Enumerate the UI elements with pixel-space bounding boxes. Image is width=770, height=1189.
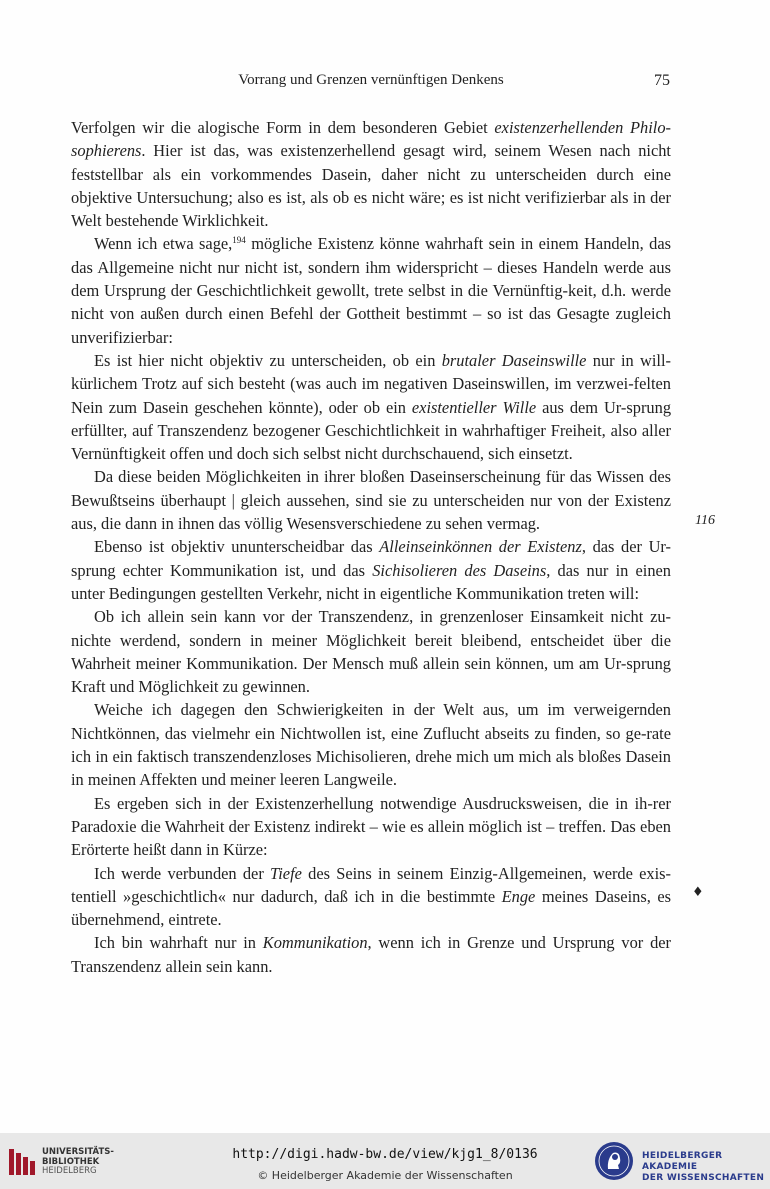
text-run: Ich werde verbunden der	[94, 863, 271, 883]
page-number: 75	[654, 72, 670, 89]
permalink-url[interactable]: http://digi.hadw-bw.de/view/kjg1_8/0136	[232, 1147, 538, 1162]
emphasis: Tiefe	[270, 863, 302, 883]
paragraph-3	[71, 349, 671, 465]
academy-name	[642, 1151, 770, 1184]
text-run: Es ist hier nicht objektiv zu unterscheiden, ob ein	[94, 350, 442, 370]
paragraph-8: Es ergeben sich in der Existenzerhellung notwendige Ausdrucksweisen, die in ih-rer Paradoxie die Wahrheit der Existenz indirekt – wie es allein möglich ist – treffen. Das eben Erörterte heißt dann in Kürze:	[71, 793, 671, 860]
text-run: Wenn ich etwa sage,	[94, 234, 233, 254]
text-run: des Seins in seinem Einzig-Allgemeinen, werde exis-tentiell »geschichtlich« nur dadurch, daß ich in die bestimmte	[71, 863, 671, 906]
text-run: nur in will-kürlichem Trotz auf sich besteht (was auch im negativen Daseinswillen, im verzwei-felten Nein zum Dasein geschehen könnte), oder ob ein	[71, 350, 671, 417]
text-run: , wenn ich in Grenze und Ursprung vor der Transzendenz allein sein kann.	[71, 933, 671, 976]
text-run: Ich bin wahrhaft nur in	[94, 933, 263, 953]
text-run: meines Daseins, es übernehmend, eintrete.	[71, 886, 671, 930]
emphasis: Alleinseinkönnen der Existenz	[379, 537, 582, 557]
footer-bar	[0, 1133, 770, 1189]
logo-line: HEIDELBERG	[42, 1166, 97, 1176]
text-run: aus dem Ur-sprung erfüllter, auf Transzendenz bezogener Geschichtlichkeit in wahrhaftiger Freiheit, also aller Vernünftigkeit offen und doch sich selbst nicht durchschauend, sich einsetzt.	[71, 397, 672, 464]
logo-line: HEIDELBERGER AKADEMIE	[642, 1151, 723, 1172]
text-run: , das nur in einen unter Bedingungen gestellten Verkehr, nicht in eigentliche Kommunikation treten will:	[71, 560, 671, 603]
paragraph-9	[71, 862, 671, 932]
emphasis: Kommunikation	[262, 933, 368, 953]
text-run: Verfolgen wir die alogische Form in dem besonderen Gebiet	[71, 118, 495, 137]
copyright-notice: © Heidelberger Akademie der Wissenschaften	[257, 1169, 513, 1182]
margin-page-reference: 116	[695, 513, 715, 528]
text-run: Ebenso ist objektiv ununterscheidbar das	[94, 537, 380, 557]
text-run: . Hier ist das, was existenzerhellend gesagt wird, seinem Wesen nach nicht feststellbar als ein vorkommendes Dasein, daher nicht zu unterscheiden durch eine objektive Untersuchung; also es ist, als ob es nicht wäre; es ist nicht verifizierbar als in der Welt bestehende Wirklichkeit.	[71, 141, 671, 231]
text-run: , das der Ur-sprung echter Kommunikation ist, und das	[71, 537, 672, 580]
footnote-ref[interactable]: 194	[232, 235, 246, 246]
paragraph-2	[71, 232, 671, 348]
body-text	[71, 116, 671, 978]
text-run: mögliche Existenz könne wahrhaft sein in einem Handeln, das das Allgemeine nicht nur nicht ist, sondern ihm widerspricht – dieses Handeln werde aus dem Ursprung der Geschichtlichkeit gewollt, trete selbst in die Vernünftig-keit, d.h. werde nicht von außen durch einen Befehl der Gottheit bestimmt – so ist das Gesagte zugleich unverifizierbar:	[71, 234, 671, 347]
running-head	[72, 72, 670, 92]
paragraph-10	[71, 931, 671, 978]
emphasis: existenzerhellenden Philo-sophierens	[71, 118, 672, 161]
margin-diamond-marker: ♦	[692, 885, 704, 900]
logo-line: DER WISSENSCHAFTEN	[642, 1173, 765, 1183]
paragraph-4: Da diese beiden Möglichkeiten in ihrer bloßen Daseinserscheinung für das Wissen des Bewußtseins überhaupt | gleich aussehen, sind sie zu unterscheiden nur von der Existenz aus, die dann in ihnen das völlig Wesensverschiedene zu sehen vermag.	[71, 467, 671, 534]
emphasis: Enge	[501, 886, 536, 906]
paragraph-7: Weiche ich dagegen den Schwierigkeiten in der Welt aus, um im verweigernden Nichtkönnen, das vielmehr ein Nichtwollen ist, eine Zuflucht abseits zu finden, so ge-rate ich in ein faktisch transzendenzloses Michisolieren, drehe mich um mich als bloßes Dasein in meinen Affekten und meiner leeren Langweile.	[71, 700, 671, 790]
emphasis: Sichisolieren des Daseins	[372, 560, 547, 580]
academy-seal-icon[interactable]	[594, 1141, 634, 1181]
paragraph-5	[71, 535, 671, 605]
emphasis: brutaler Daseinswille	[441, 350, 587, 370]
paragraph-1	[71, 116, 671, 232]
paragraph-6: Ob ich allein sein kann vor der Transzendenz, in grenzenloser Einsamkeit nicht zu-nichte werdend, sondern in meiner Möglichkeit bereit bleibend, entscheidet über die Wahrheit meiner Kommunikation. Der Mensch muß allein sein können, um am Ur-sprung Kraft und Möglichkeit zu gewinnen.	[71, 607, 671, 697]
running-title: Vorrang und Grenzen vernünftigen Denkens	[238, 72, 504, 88]
logo-line: BIBLIOTHEK	[42, 1156, 100, 1167]
emphasis: existentieller Wille	[411, 397, 537, 417]
logo-line: UNIVERSITÄTS-	[42, 1147, 114, 1157]
